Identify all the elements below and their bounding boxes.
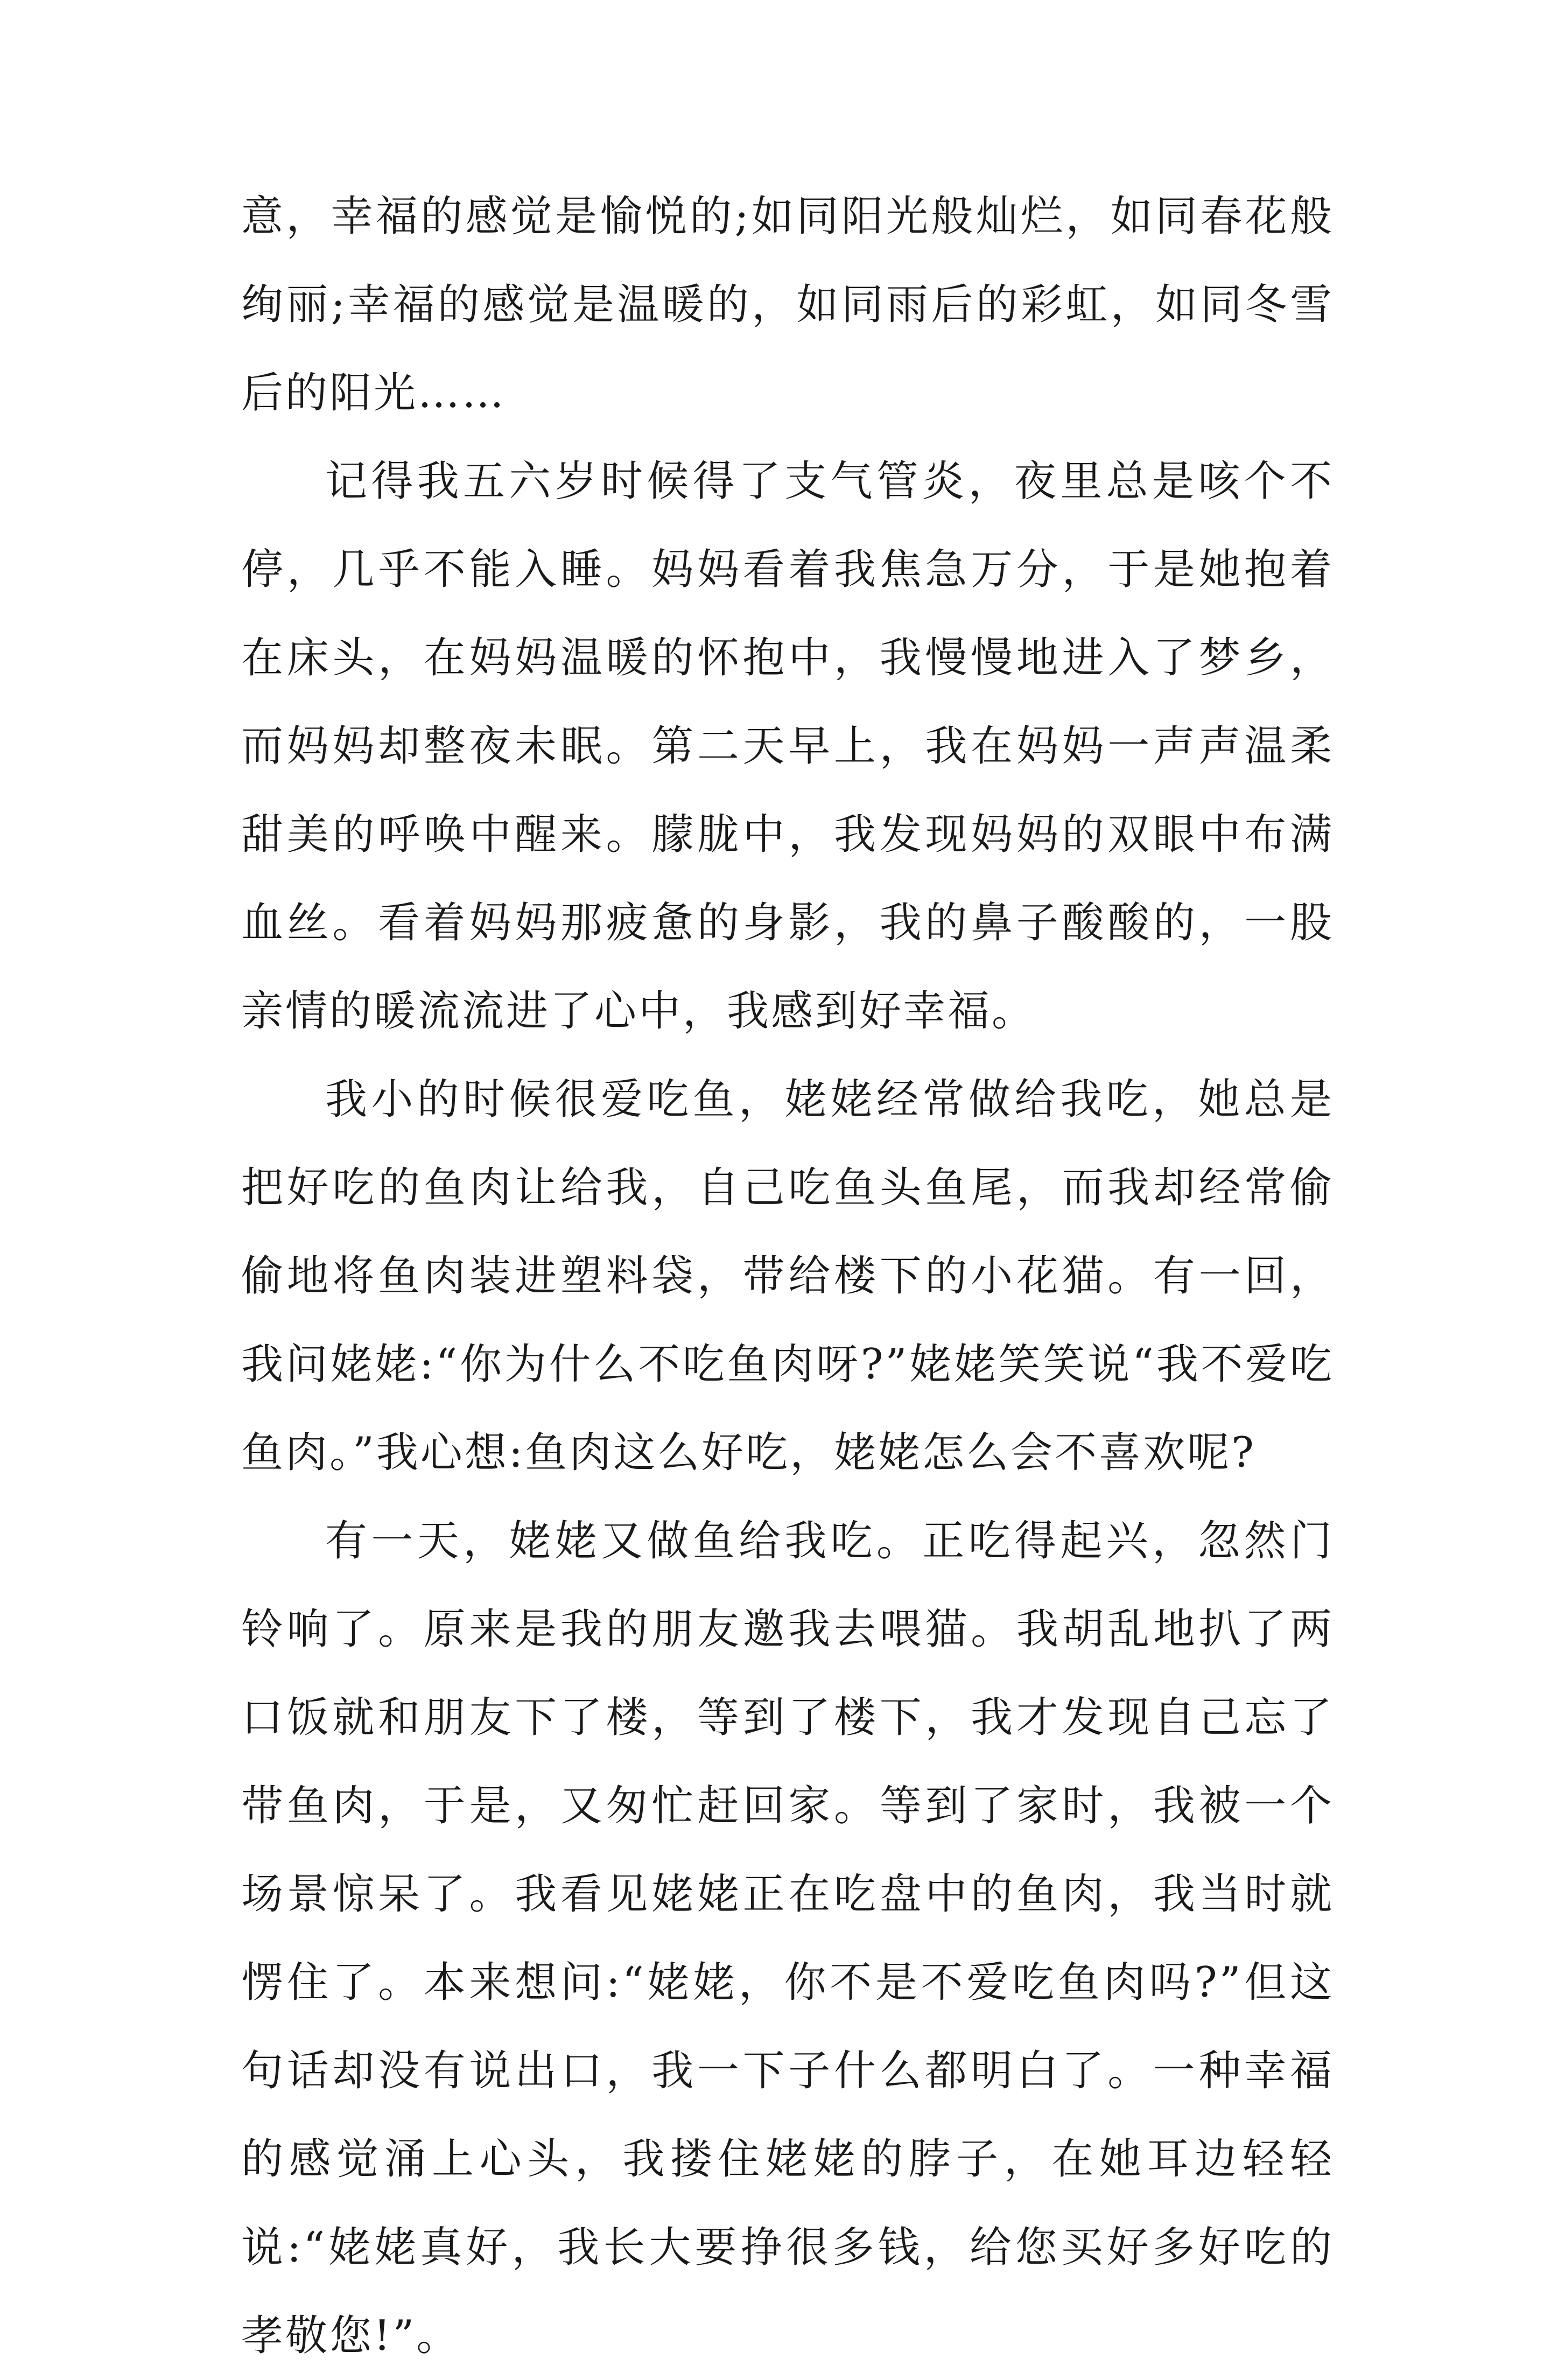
paragraph-4: 有一天，姥姥又做鱼给我吃。正吃得起兴，忽然门铃响了。原来是我的朋友邀我去喂猫。我胡乱地扒了两口饭就和朋友下了楼，等到了楼下，我才发现自己忘了带鱼肉，于是，又匆忙赶回家。等到了家时，我被一个场景惊呆了。我看见姥姥正在吃盘中的鱼肉，我当时就愣住了。本来想问:“姥姥，你不是不爱吃鱼肉吗?”但这句话却没有说出口，我一下子什么都明白了。一种幸福的感觉涌上心头，我搂住姥姥的脖子，在她耳边轻轻说:“姥姥真好，我长大要挣很多钱，给您买好多好吃的孝敬您!”。 — [241, 1517, 1334, 2360]
paragraph-2: 记得我五六岁时候得了支气管炎，夜里总是咳个不停，几乎不能入睡。妈妈看着我焦急万分，于是她抱着在床头，在妈妈温暖的怀抱中，我慢慢地进入了梦乡，而妈妈却整夜未眠。第二天早上，我在妈妈一声声温柔甜美的呼唤中醒来。朦胧中，我发现妈妈的双眼中布满血丝。看着妈妈那疲惫的身影，我的鼻子酸酸的，一股亲情的暖流流进了心中，我感到好幸福。 — [241, 457, 1334, 1035]
document-body — [241, 172, 1334, 2380]
paragraph-1: 意，幸福的感觉是愉悦的;如同阳光般灿烂，如同春花般绚丽;幸福的感觉是温暖的，如同雨后的彩虹，如同冬雪后的阳光…… — [241, 192, 1334, 417]
paragraph-3: 我小的时候很爱吃鱼，姥姥经常做给我吃，她总是把好吃的鱼肉让给我，自己吃鱼头鱼尾，而我却经常偷偷地将鱼肉装进塑料袋，带给楼下的小花猫。有一回，我问姥姥:“你为什么不吃鱼肉呀?”姥姥笑笑说“我不爱吃鱼肉。”我心想:鱼肉这么好吃，姥姥怎么会不喜欢呢? — [241, 1075, 1334, 1477]
